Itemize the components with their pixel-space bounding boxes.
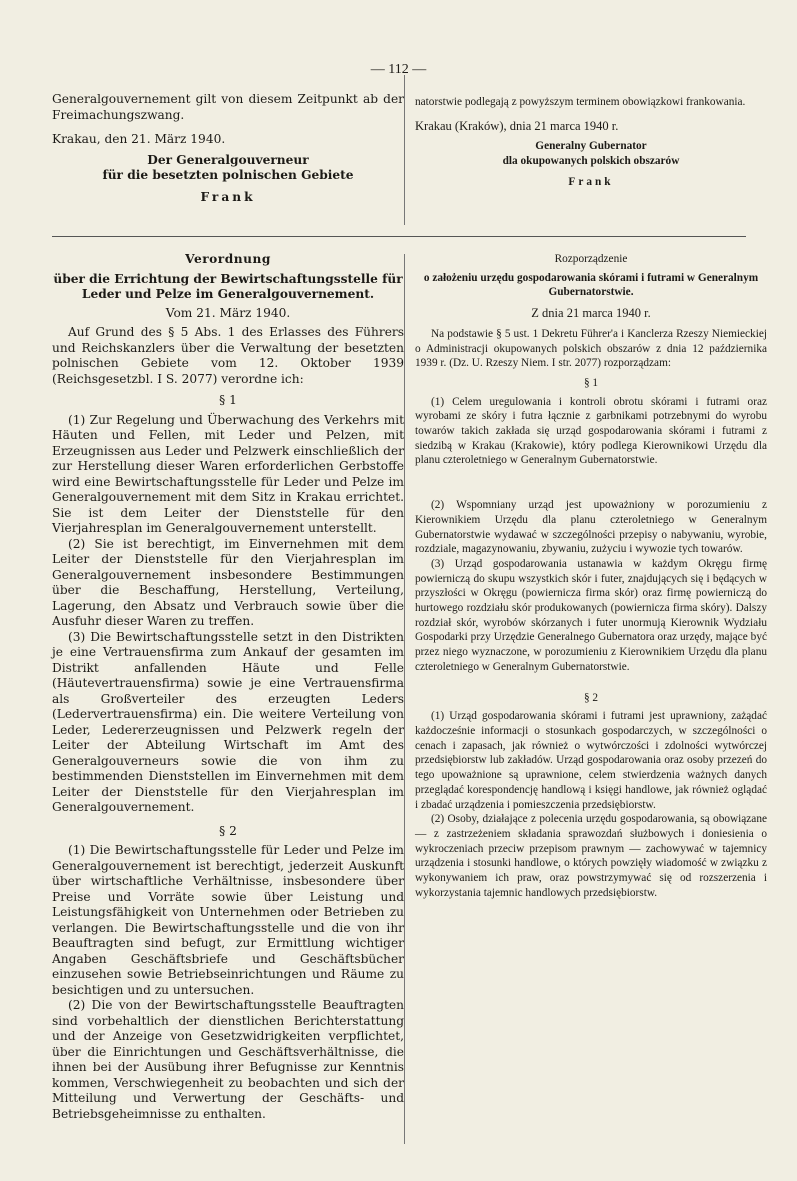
polish-date: Z dnia 21 marca 1940 r. xyxy=(531,306,651,321)
german-date: Vom 21. März 1940. xyxy=(165,305,291,320)
top-left-place-date: Krakau, den 21. März 1940. xyxy=(52,132,226,146)
german-intro: Auf Grund des § 5 Abs. 1 des Erlasses des Führers und Reichskanzlers über die Verwaltung der besetzten polnischen Gebiete vom 12. Oktober 1939 (Reichsgesetzbl. I S. 2077) verordne ich: xyxy=(52,325,404,386)
top-right-signature-title: Generalny Gubernator xyxy=(535,140,647,153)
german-subtitle: über die Errichtung der Bewirtschaftungsstelle für Leder und Pelze im Generalgouvernement. xyxy=(53,271,403,301)
german-section-1-heading: § 1 xyxy=(219,393,237,407)
top-right-block xyxy=(415,95,767,190)
german-section-2-paragraph-2: (2) Die von der Bewirtschaftungsstelle Beauftragten sind vorbehaltlich der dienstlichen Berichterstattung und der Anzeige von Gesetzwidrigkeiten verpflichtet, über die Einrichtungen und Geschäftsverhältnisse, die ihnen bei der Ausübung ihrer Befugnisse zur Kenntnis kommen, Verschwiegenheit zu beobachten und sich der Mitteilung und Verwertung der Geschäfts- und Betriebsgeheimnisse zu enthalten. xyxy=(52,998,404,1121)
german-title: Verordnung xyxy=(185,252,271,266)
polish-section-2-heading: § 2 xyxy=(583,691,599,704)
top-right-signature-subtitle: dla okupowanych polskich obszarów xyxy=(502,155,680,168)
polish-intro: Na podstawie § 5 ust. 1 Dekretu Führer'a i Kanclerza Rzeszy Niemieckiej o Administracji okupowanych polskich obszarów z dnia 12 października 1939 r. (Dz. U. Rzeszy Niem. I str. 2077) rozporządzam: xyxy=(415,327,767,370)
top-left-signature-title: Der Generalgouverneur xyxy=(147,152,309,167)
polish-subtitle: o założeniu urzędu gospodarowania skórami i futrami w Generalnym Gubernatorstwie. xyxy=(423,271,759,299)
top-column-divider xyxy=(404,75,405,225)
top-right-signature-name: Frank xyxy=(568,175,614,188)
german-section-2-heading: § 2 xyxy=(219,823,237,838)
section-divider xyxy=(52,236,746,237)
polish-section-1-heading: § 1 xyxy=(583,376,599,389)
top-left-signature-subtitle: für die besetzten polnischen Gebiete xyxy=(102,168,354,182)
german-column xyxy=(52,252,404,1122)
top-left-signature-name: Frank xyxy=(200,189,256,204)
polish-section-2-paragraph-2: (2) Osoby, działające z polecenia urzędu gospodarowania, są obowiązane — z zastrzeżeniem składania sprawozdań służbowych i doniesienia o wykroczeniach przeciw przepisom prawnym — zachowywać w tajemnicy urządzenia i stosunki handlowe, o których powzięły wiadomość w związku z wykonywaniem ich praw, oraz powstrzymywać się od rozszerzenia i wykorzystania tajemnic handlowych przedsiębiorstw. xyxy=(415,813,767,899)
column-divider xyxy=(404,254,405,1144)
polish-section-2-paragraph-1: (1) Urząd gospodarowania skórami i futrami jest uprawniony, zażądać każdocześnie informacji o stosunkach gospodarczych, w szczególności o cenach i zapasach, jak również o wytwórczości i zdolności wytwórczej przedsiębiorstw lub zakładów. Urząd gospodarowania oraz osoby przezeń do tego upoważnione są uprawnione, celem stwierdzenia ważnych danych przeglądać korespondencję handlową i księgi handlowe, jak również oglądać i zbadać urządzenia i pomieszczenia przedsiębiorstw. xyxy=(415,710,767,811)
polish-section-1-paragraph-2: (2) Wspomniany urząd jest upoważniony w porozumieniu z Kierownikiem Urzędu dla planu czteroletniego w Generalnym Gubernatorstwie wydawać w szczególności przepisy o nabywaniu, wyrobie, rozdziale, magazynowaniu, zbywaniu, zużyciu i wywozie tych towarów. xyxy=(415,499,767,556)
german-section-1-paragraph-2: (2) Sie ist berechtigt, im Einvernehmen mit dem Leiter der Dienststelle für den Vierjahresplan im Generalgouvernement insbesondere Bestimmungen über die Beschaffung, Herstellung, Verteilung, Lagerung, den Absatz und Verbrauch sowie über die Ausfuhr dieser Waren zu treffen. xyxy=(52,536,404,628)
polish-title: Rozporządzenie xyxy=(554,253,628,265)
top-left-block xyxy=(52,92,404,205)
german-section-1-paragraph-1: (1) Zur Regelung und Überwachung des Verkehrs mit Häuten und Fellen, mit Leder und Pelzen, mit Erzeugnissen aus Leder und Pelzwerk einschließlich der zur Herstellung dieser Waren erforderlichen Gerbstoffe wird eine Bewirtschaftungsstelle für Leder und Pelze im Generalgouvernement mit dem Sitz in Krakau errichtet. Sie ist dem Leiter der Dienststelle für den Vierjahresplan im Generalgouvernement unterstellt. xyxy=(52,412,404,535)
german-section-1-paragraph-3: (3) Die Bewirtschaftungsstelle setzt in den Distrikten je eine Vertrauensfirma zum Ankauf der gesamten im Distrikt anfallenden Häute und Felle (Häutevertrauensfirma) sowie je eine Vertrauensfirma als Großverteiler des erzeugten Leders (Ledervertrauensfirma) ein. Die weitere Verteilung von Leder, Ledererzeugnissen und Pelzwerk regeln der Leiter der Abteilung Wirtschaft im Amt des Generalgouverneurs sowie die von ihm zu bestimmenden Dienststellen im Einvernehmen mit dem Leiter der Dienststelle für den Vierjahresplan im Generalgouvernement. xyxy=(52,629,404,814)
polish-section-1-paragraph-3: (3) Urząd gospodarowania ustanawia w każdym Okręgu firmę powierniczą do skupu wszystkich skór i futer, znajdujących się i będących w przyszłości w Okręgu (powiernicza firma skór) oraz firmę powierniczą do hurtowego rozdziału skór produkowanych (powiernicza firma skóry). Dalszy rozdział skór, wyrobów skórzanych i futer unormują Kierownik Wydziału Gospodarki przy Urzędzie Generalnego Gubernatora oraz urzędy, mające być przez niego wyznaczone, w porozumieniu z Kierownikiem Urzędu dla planu czteroletniego w Generalnym Gubernatorstwie. xyxy=(415,557,767,673)
polish-section-1-paragraph-1: (1) Celem uregulowania i kontroli obrotu skórami i futrami oraz wyrobami ze skóry i futra łącznie z garbnikami potrzebnymi do wyrobu towarów takich zakłada się urząd gospodarowania skórami i futrami z siedzibą w Krakau (Krakowie), który podlega Kierownikowi Urzędu dla planu czteroletniego w Generalnym Gubernatorstwie. xyxy=(415,395,767,467)
top-right-text: natorstwie podlegają z powyższym terminem obowiązkowi frankowania. xyxy=(415,96,746,108)
polish-column xyxy=(415,252,767,900)
page-number: — 112 — xyxy=(370,62,427,77)
top-right-place-date: Krakau (Kraków), dnia 21 marca 1940 r. xyxy=(415,118,619,133)
top-left-text: Generalgouvernement gilt von diesem Zeitpunkt ab der Freimachungszwang. xyxy=(52,92,404,122)
german-section-2-paragraph-1: (1) Die Bewirtschaftungsstelle für Leder und Pelze im Generalgouvernement ist berechtigt, jederzeit Auskunft über wirtschaftliche Verhältnisse, insbesondere über Preise und Vorräte sowie über Leistung und Leistungsfähigkeit von Unternehmen oder Betrieben zu verlangen. Die Bewirtschaftungsstelle und die von ihr Beauftragten sind befugt, zur Ermittlung wichtiger Angaben Geschäftsbriefe und Geschäftsbücher einzusehen sowie Betriebseinrichtungen und Räume zu besichtigen und zu untersuchen. xyxy=(52,843,404,997)
